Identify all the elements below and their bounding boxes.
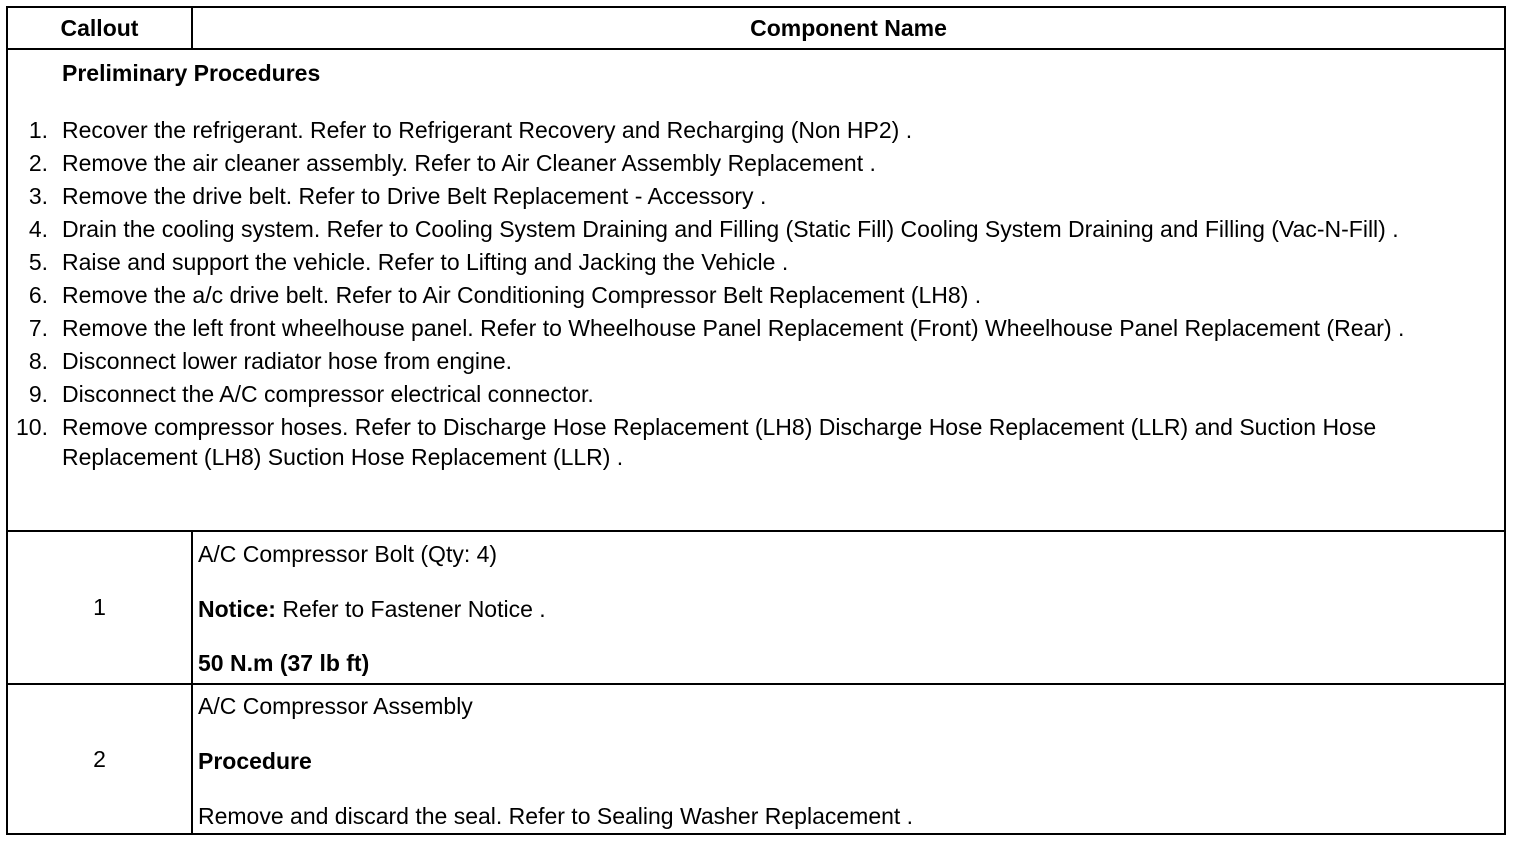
notice-line (198, 596, 546, 623)
table-row (8, 532, 1504, 685)
step-item (8, 313, 1504, 343)
step-text: Drain the cooling system. Refer to Cooling System Draining and Filling (Static Fill) Cooling System Draining and Filling (Vac-N-Fill) . (62, 216, 1399, 242)
step-item (8, 214, 1504, 244)
step-item (8, 148, 1504, 178)
step-number: 10. (16, 414, 48, 440)
step-text: Recover the refrigerant. Refer to Refrigerant Recovery and Recharging (Non HP2) . (62, 117, 913, 143)
table-header-row (8, 8, 1504, 50)
step-number: 9. (28, 381, 48, 407)
header-component-name: Component Name (750, 15, 947, 41)
step-text: Remove compressor hoses. Refer to Discharge Hose Replacement (LH8) Discharge Hose Replacement (LLR) and Suction Hose Replacement (LH8) Suction Hose Replacement (LLR) . (62, 414, 1377, 470)
torque-spec: 50 N.m (37 lb ft) (198, 650, 370, 676)
preliminary-procedures-title: Preliminary Procedures (62, 60, 321, 86)
procedure-label: Procedure (198, 748, 312, 774)
step-item (8, 379, 1504, 409)
preliminary-steps-list (8, 115, 1504, 475)
component-name: A/C Compressor Bolt (Qty: 4) (198, 541, 498, 567)
step-item (8, 247, 1504, 277)
step-item (8, 115, 1504, 145)
step-number: 4. (28, 216, 48, 242)
callout-cell (8, 532, 193, 683)
callout-number: 2 (93, 745, 106, 772)
step-item (8, 412, 1504, 472)
preliminary-procedures-section (8, 50, 1504, 532)
step-number: 5. (28, 249, 48, 275)
notice-text: Refer to Fastener Notice . (275, 596, 546, 622)
step-text: Remove the left front wheelhouse panel. Refer to Wheelhouse Panel Replacement (Front) Wheelhouse Panel Replacement (Rear) . (62, 315, 1405, 341)
step-number: 8. (28, 348, 48, 374)
step-text: Remove the a/c drive belt. Refer to Air Conditioning Compressor Belt Replacement (LH8) . (62, 282, 982, 308)
component-name: A/C Compressor Assembly (198, 693, 473, 719)
component-table (6, 6, 1506, 835)
step-number: 3. (28, 183, 48, 209)
notice-label: Notice: (198, 596, 276, 622)
step-number: 6. (28, 282, 48, 308)
callout-number: 1 (93, 594, 106, 620)
procedure-text: Remove and discard the seal. Refer to Sealing Washer Replacement . (198, 803, 914, 829)
step-text: Disconnect the A/C compressor electrical connector. (62, 381, 594, 407)
step-text: Disconnect lower radiator hose from engine. (62, 348, 513, 374)
header-callout: Callout (8, 8, 193, 48)
step-number: 2. (28, 150, 48, 176)
step-item (8, 346, 1504, 376)
table-row (8, 685, 1504, 833)
step-item (8, 181, 1504, 211)
step-text: Raise and support the vehicle. Refer to Lifting and Jacking the Vehicle . (62, 249, 789, 275)
step-item (8, 280, 1504, 310)
callout-cell (8, 685, 193, 833)
step-number: 1. (28, 117, 48, 143)
step-number: 7. (28, 315, 48, 341)
step-text: Remove the air cleaner assembly. Refer to Air Cleaner Assembly Replacement . (62, 150, 876, 176)
step-text: Remove the drive belt. Refer to Drive Belt Replacement - Accessory . (62, 183, 767, 209)
